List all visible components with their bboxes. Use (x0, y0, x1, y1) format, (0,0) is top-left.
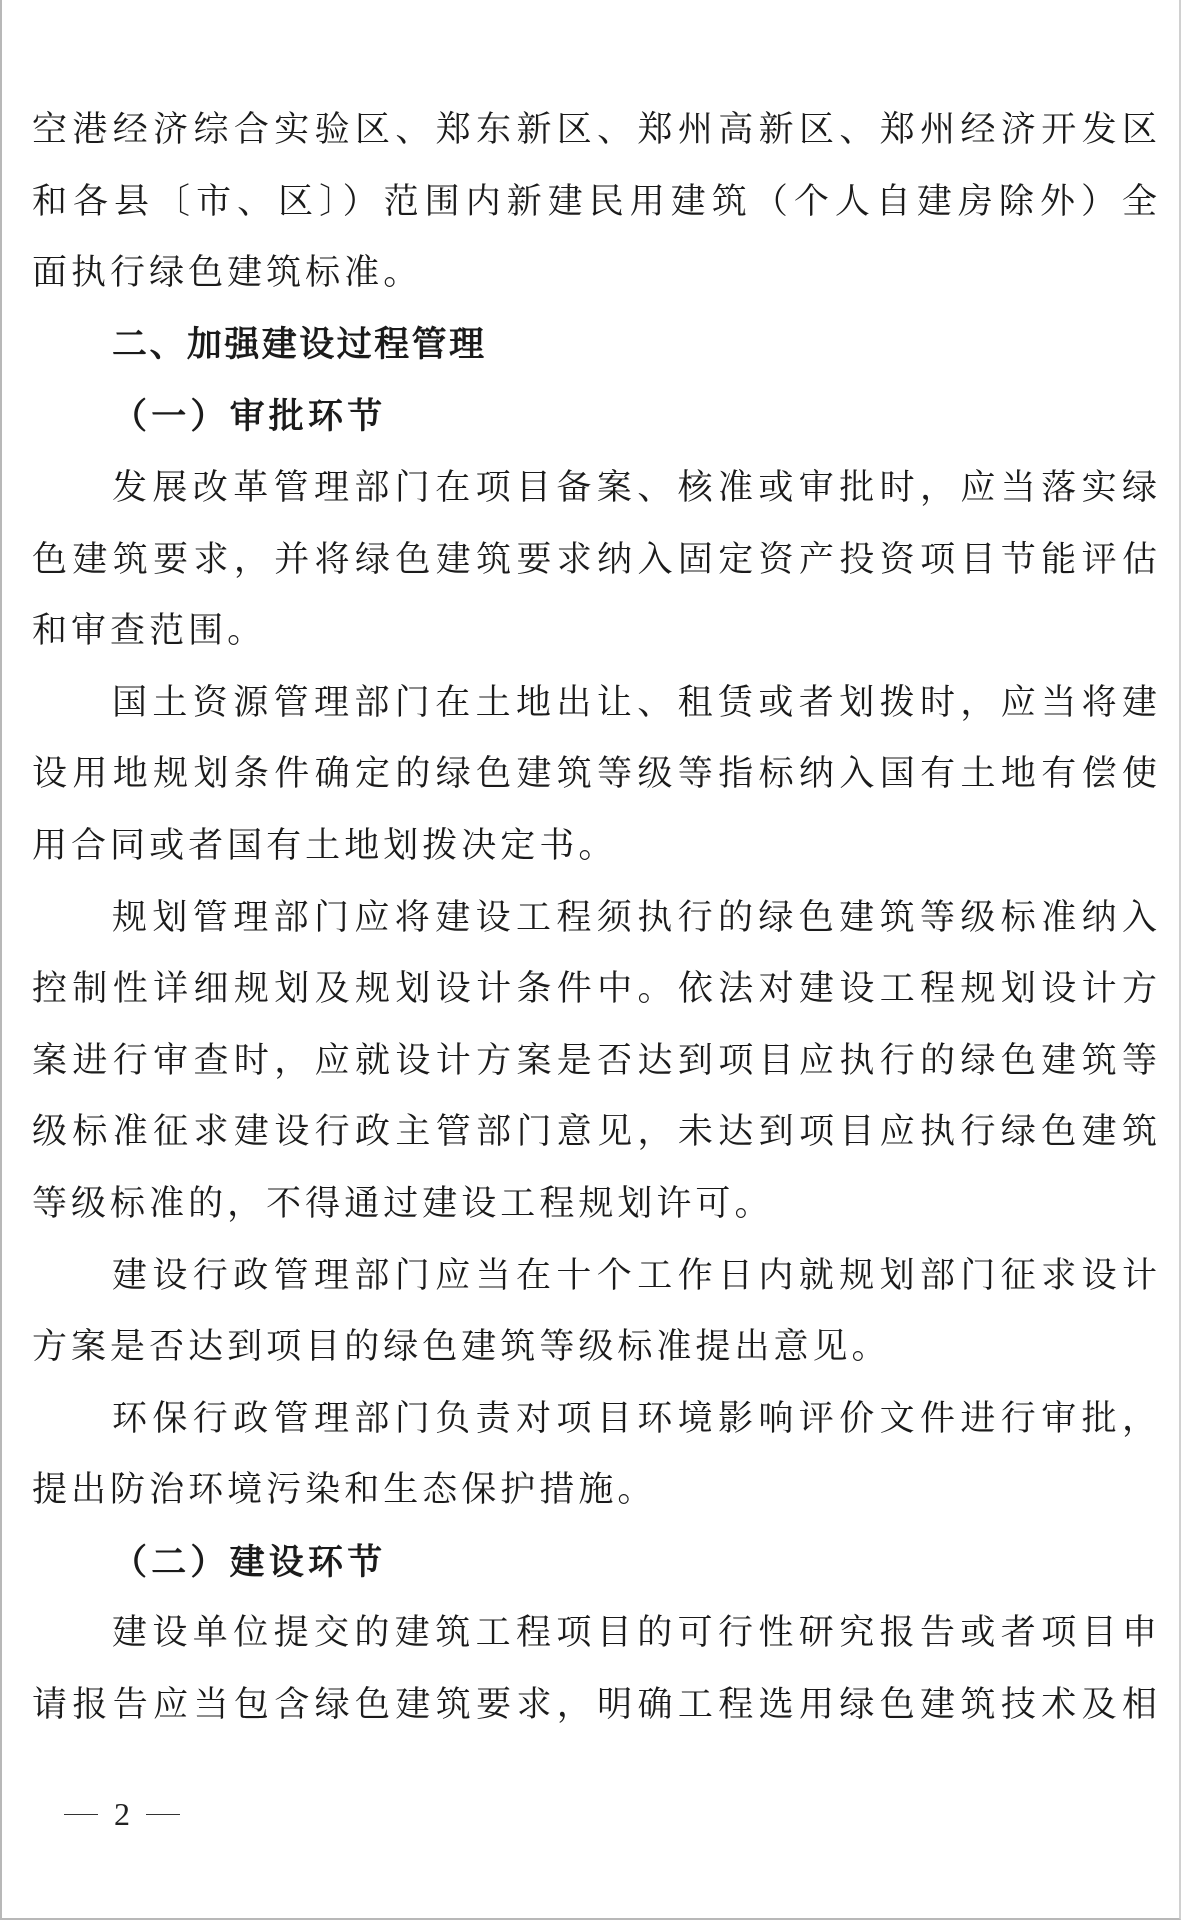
paragraph-first-line: 环保行政管理部门负责对项目环境影响评价文件进行审批， (112, 1398, 1157, 1439)
body-line: 和各县〔市、区〕）范围内新建民用建筑（个人自建房除外）全 (32, 181, 1157, 222)
paragraph-last-line: 等级标准的，不得通过建设工程规划许可。 (32, 1183, 774, 1224)
paragraph-last-line: 和审查范围。 (32, 611, 267, 652)
paragraph-first-line: 规划管理部门应将建设工程须执行的绿色建筑等级标准纳入 (112, 897, 1157, 938)
document-body (32, 95, 1157, 1742)
paragraph-first-line: 建设行政管理部门应当在十个工作日内就规划部门征求设计 (112, 1255, 1157, 1296)
footer-dash-right (146, 1814, 180, 1816)
paragraph-last-line: 方案是否达到项目的绿色建筑等级标准提出意见。 (32, 1327, 891, 1368)
body-line: 案进行审查时，应就设计方案是否达到项目应执行的绿色建筑等 (32, 1040, 1157, 1081)
paragraph-first-line: 国土资源管理部门在土地出让、租赁或者划拨时，应当将建 (112, 682, 1157, 723)
body-line: 设用地规划条件确定的绿色建筑等级等指标纳入国有土地有偿使 (32, 754, 1157, 795)
page-number: 2 (114, 1796, 130, 1832)
subsection-heading: （二）建设环节 (112, 1541, 387, 1583)
paragraph-last-line: 面执行绿色建筑标准。 (32, 253, 423, 294)
paragraph-first-line: 发展改革管理部门在项目备案、核准或审批时，应当落实绿 (112, 467, 1157, 508)
subsection-heading: （一）审批环节 (112, 396, 387, 438)
page-footer (64, 1796, 180, 1833)
section-heading: 二、加强建设过程管理 (112, 324, 487, 365)
body-line: 空港经济综合实验区、郑东新区、郑州高新区、郑州经济开发区 (32, 110, 1157, 150)
paragraph-first-line: 建设单位提交的建筑工程项目的可行性研究报告或者项目申 (112, 1613, 1157, 1654)
body-line: 控制性详细规划及规划设计条件中。依法对建设工程规划设计方 (32, 969, 1157, 1010)
body-line: 级标准征求建设行政主管部门意见，未达到项目应执行绿色建筑 (32, 1112, 1157, 1153)
body-line: 色建筑要求，并将绿色建筑要求纳入固定资产投资项目节能评估 (32, 539, 1157, 580)
body-line: 请报告应当包含绿色建筑要求，明确工程选用绿色建筑技术及相 (32, 1685, 1157, 1726)
paragraph-last-line: 用合同或者国有土地划拨决定书。 (32, 825, 618, 866)
paragraph-last-line: 提出防治环境污染和生态保护措施。 (32, 1470, 657, 1511)
footer-dash-left (64, 1814, 98, 1816)
